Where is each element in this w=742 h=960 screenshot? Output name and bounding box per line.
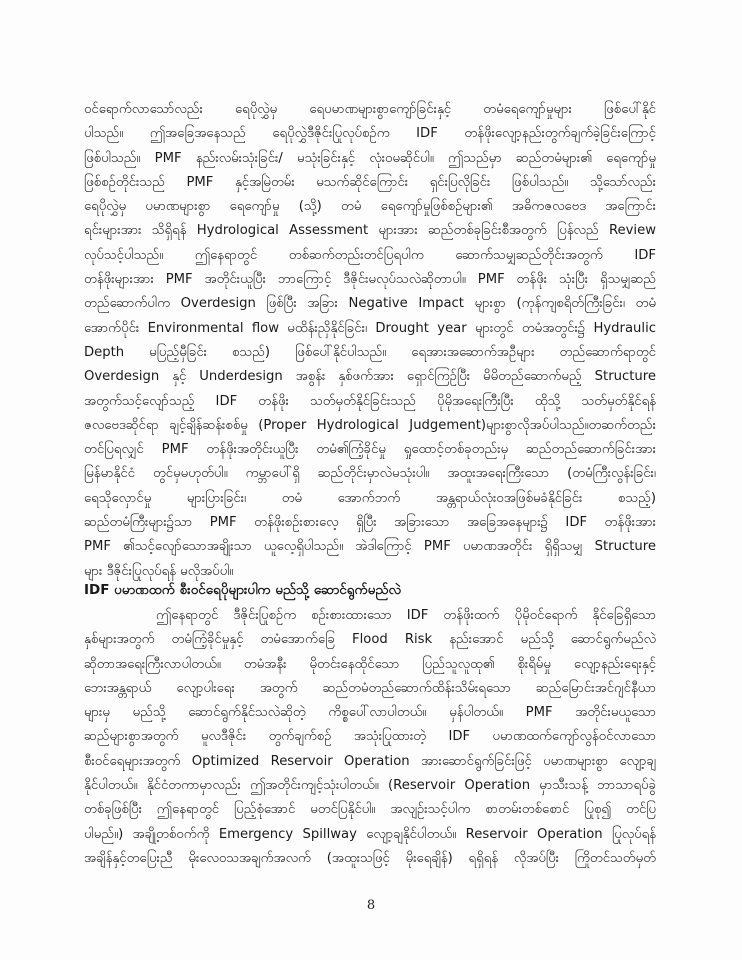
- text-line: ဆည်များစွာအတွက် မူလဒီဇိုင်း တွက်ချက်စဉ် အသုံးပြုထားတဲ့ IDF ပမာဏထက်ကျော်လွန်ဝင်လာသော: [84, 729, 656, 745]
- text-line: တည်ဆောက်ပါက Overdesign ဖြစ်ပြီး အခြား Negative Impact များစွာ (ကုန်ကျစရိတ်ကြီးခြင်း၊ တမံ: [84, 296, 656, 312]
- text-line: ဖြစ်ပါသည်။ PMF နည်းလမ်းသုံးခြင်း/ မသုံးခြင်းနှင့် လုံးဝမဆိုင်ပါ။ ဤသည်မှာ ဆည်တမံများ၏ ရေကျော်မှု: [84, 150, 656, 166]
- text-line: ရင်းများအား သိရှိရန် Hydrological Assessment များအား ဆည်တစ်ခုခြင်းစီအတွက် ပြန်လည် Review: [84, 223, 656, 239]
- body-paragraph-2: [84, 604, 656, 871]
- body-paragraph-1: [84, 98, 656, 584]
- text-line: ဖြစ်စဉ်တိုင်းသည် PMF နှင့်အမြဲတမ်း မသက်ဆိုင်ကြောင်း ရှင်းပြလိုခြင်း ဖြစ်ပါသည်။ သို့သော်လည်း: [84, 174, 656, 190]
- text-line: စီးဝင်ရေများအတွက် Optimized Reservoir Operation အားဆောင်ရွက်ခြင်းဖြင့် ပမာဏများစွာ လျော့ချ: [84, 753, 656, 769]
- section-heading: IDF ပမာဏထက် စီးဝင်ရေပိုများပါက မည်သို့ ဆောင်ရွက်မည်လဲ: [84, 582, 402, 598]
- text-line: အတွက်သင့်လျော်သည့် IDF တန်ဖိုး သတ်မှတ်နိုင်ခြင်းသည် ပိုမိုအရေးကြီးပြီး ထိုသို့ သတ်မှတ်နိုင်ရန်: [84, 393, 656, 409]
- page-number: 8: [366, 898, 376, 913]
- text-line: ပါသည်။ ဤအခြေအနေသည် ရေပိုလွှဲဒီဇိုင်းပြုလုပ်စဉ်က IDF တန်ဖိုးလျော့နည်းတွက်ချက်ခဲ့ခြင်းကြောင့်: [84, 126, 656, 142]
- text-line: အချိန်နှင့်တပြေးညီ မိုးလေဝသအချက်အလက် (အထူးသဖြင့် မိုးရေချိန်) ရရှိရန် လိုအပ်ပြီး ကြိုတင်သတ်မှတ်: [84, 850, 656, 866]
- text-line: တစ်ခုဖြစ်ပြီး ဤနေရာတွင် ပြည့်စုံအောင် မတင်ပြနိုင်ပါ။ အလျဉ်းသင့်ပါက စာတမ်းတစ်စောင် ပြုစု၍ တင်ပြ: [84, 802, 656, 818]
- text-line: ဆိုတာအရေးကြီးလာပါတယ်။ တမံအနီး မိုတင်းနေထိုင်သော ပြည်သူလူထု၏ စိုးရိမ်မှု လျော့နည်းရေးနှင့်: [84, 656, 656, 672]
- text-line: PMF ၏သင့်လျော်သောအချိုးသာ ယူလေ့ရှိပါသည်။ အဲဒါကြောင့် PMF ပမာဏအတိုင်း ရှိရှိသမျှ Structure: [84, 539, 656, 555]
- text-line: များမှ မည်သို့ ဆောင်ရွက်နိုင်သလဲဆိုတဲ့ ကိစ္စပေါ်လာပါတယ်။ မှန်ပါတယ်။ PMF အတိုင်းမယူသော: [84, 705, 656, 721]
- text-line: Depth မပြည့်မှီခြင်း စသည်) ဖြစ်ပေါ်နိုင်ပါသည်။ ရေအားအဆောက်အဦများ တည်ဆောက်ရာတွင်: [84, 344, 656, 360]
- text-line: တင်ပြရလျှင် PMF တန်ဖိုးအတိုင်းယူပြီး တမံ၏ကြံ့ခိုင်မှု ရှုထောင့်တစ်ခုတည်းမှ ဆည်တည်ဆောက်ခြင်းအား: [84, 442, 656, 458]
- text-line: နှစ်များအတွက် တမံကြံ့ခိုင်မှုနှင့် တမံအောက်ခြေ Flood Risk နည်းအောင် မည်သို့ ဆောင်ရွက်မည်လဲ: [84, 632, 656, 648]
- text-line: ဇလဗေဒဆိုင်ရာ ချင့်ချိန်ဆန်းစစ်မှု (Proper Hydrological Judgement)များစွာလိုအပ်ပါသည်။တဆက်တည်း: [84, 417, 656, 433]
- text-line: မြန်မာနိုင်ငံ တွင်မှမဟုတ်ပါ။ ကမ္ဘာပေါ်ရှိ ဆည်တိုင်းမှာလဲမသုံးပါ။ အထူးအရေးကြီးသော (တမံကြီးလွန်းခြင်း၊: [84, 466, 656, 482]
- text-line: ရေပိုလွှဲမှ ပမာဏများစွာ ရေကျော်မှု (သို့) တမံ ရေကျော်မှုဖြစ်စဉ်များ၏ အဓိကဇလဗေဒ အကြောင်း: [84, 199, 656, 215]
- text-line: များ ဒီဇိုင်းပြုလုပ်ရန် မလိုအပ်ပါ။: [84, 563, 234, 579]
- text-line: အောက်ပိုင်း Environmental flow မထိန်းညှိနိုင်ခြင်း၊ Drought year များတွင် တမံအတွင်း၌ Hydraulic: [84, 320, 656, 336]
- text-line: ပါမည်။) အချို့တစ်ဝက်ကို Emergency Spillway လျော့ချနိုင်ပါတယ်။ Reservoir Operation ပြုလုပ်ရန်: [84, 826, 656, 842]
- text-line: ရေသိုလှောင်မှု များပြားခြင်း၊ တမံ အောက်ဘက် အန္တရာယ်လုံးဝအဖြစ်မခံနိုင်ခြင်း စသည့်): [84, 490, 656, 506]
- text-line: တန်ဖိုးများအား PMF အတိုင်းယူပြီး ဘာကြောင့် ဒီဇိုင်းမလုပ်သလဲဆိုတာပါ။ PMF တန်ဖိုး သုံးပြီး ရှိသမျှဆည်: [84, 272, 656, 288]
- text-line: လုပ်သင့်ပါသည်။ ဤနေရာတွင် တစ်ဆက်တည်းတင်ပြရပါက ဆောက်သမျှဆည်တိုင်းအတွက် IDF: [84, 247, 656, 263]
- text-line: ဝင်ရောက်လာသော်လည်း ရေပိုလွှဲမှ ရေပမာဏများစွာကျော်ခြင်းနှင့် တမံရေကျော်မှုများ ဖြစ်ပေါ်နိုင်: [84, 102, 656, 117]
- text-line: နိုင်ပါတယ်။ နိုင်ငံတကာမှာလည်း ဤအတိုင်းကျင့်သုံးပါတယ်။ (Reservoir Operation မှာသီးသန့် ဘာသာရပ်ခွဲ: [84, 778, 656, 794]
- text-line: ဆည်တမံကြီးများ၌သာ PMF တန်ဖိုးစဉ်းစားလေ့ ရှိပြီး အခြားသော အခြေအနေများ၌ IDF တန်ဖိုးအား: [84, 515, 656, 531]
- text-line: Overdesign နှင့် Underdesign အစွန်း နှစ်ဖက်အား ရှောင်ကြဉ်ပြီး မိမိတည်ဆောက်မည့် Structure: [84, 369, 656, 385]
- text-line: ဘေးအန္တရာယ် လျော့ပါးရေး အတွက် ဆည်တမံတည်ဆောက်ထိန်းသိမ်းရသော ဆည်မြောင်းအင်ဂျင်နီယာ: [84, 680, 656, 696]
- text-line: ဤနေရာတွင် ဒီဇိုင်းပြုစဉ်က စဉ်းစားထားသော IDF တန်ဖိုးထက် ပိုမိုဝင်ရောက် နိုင်ခြေရှိသော: [156, 608, 656, 623]
